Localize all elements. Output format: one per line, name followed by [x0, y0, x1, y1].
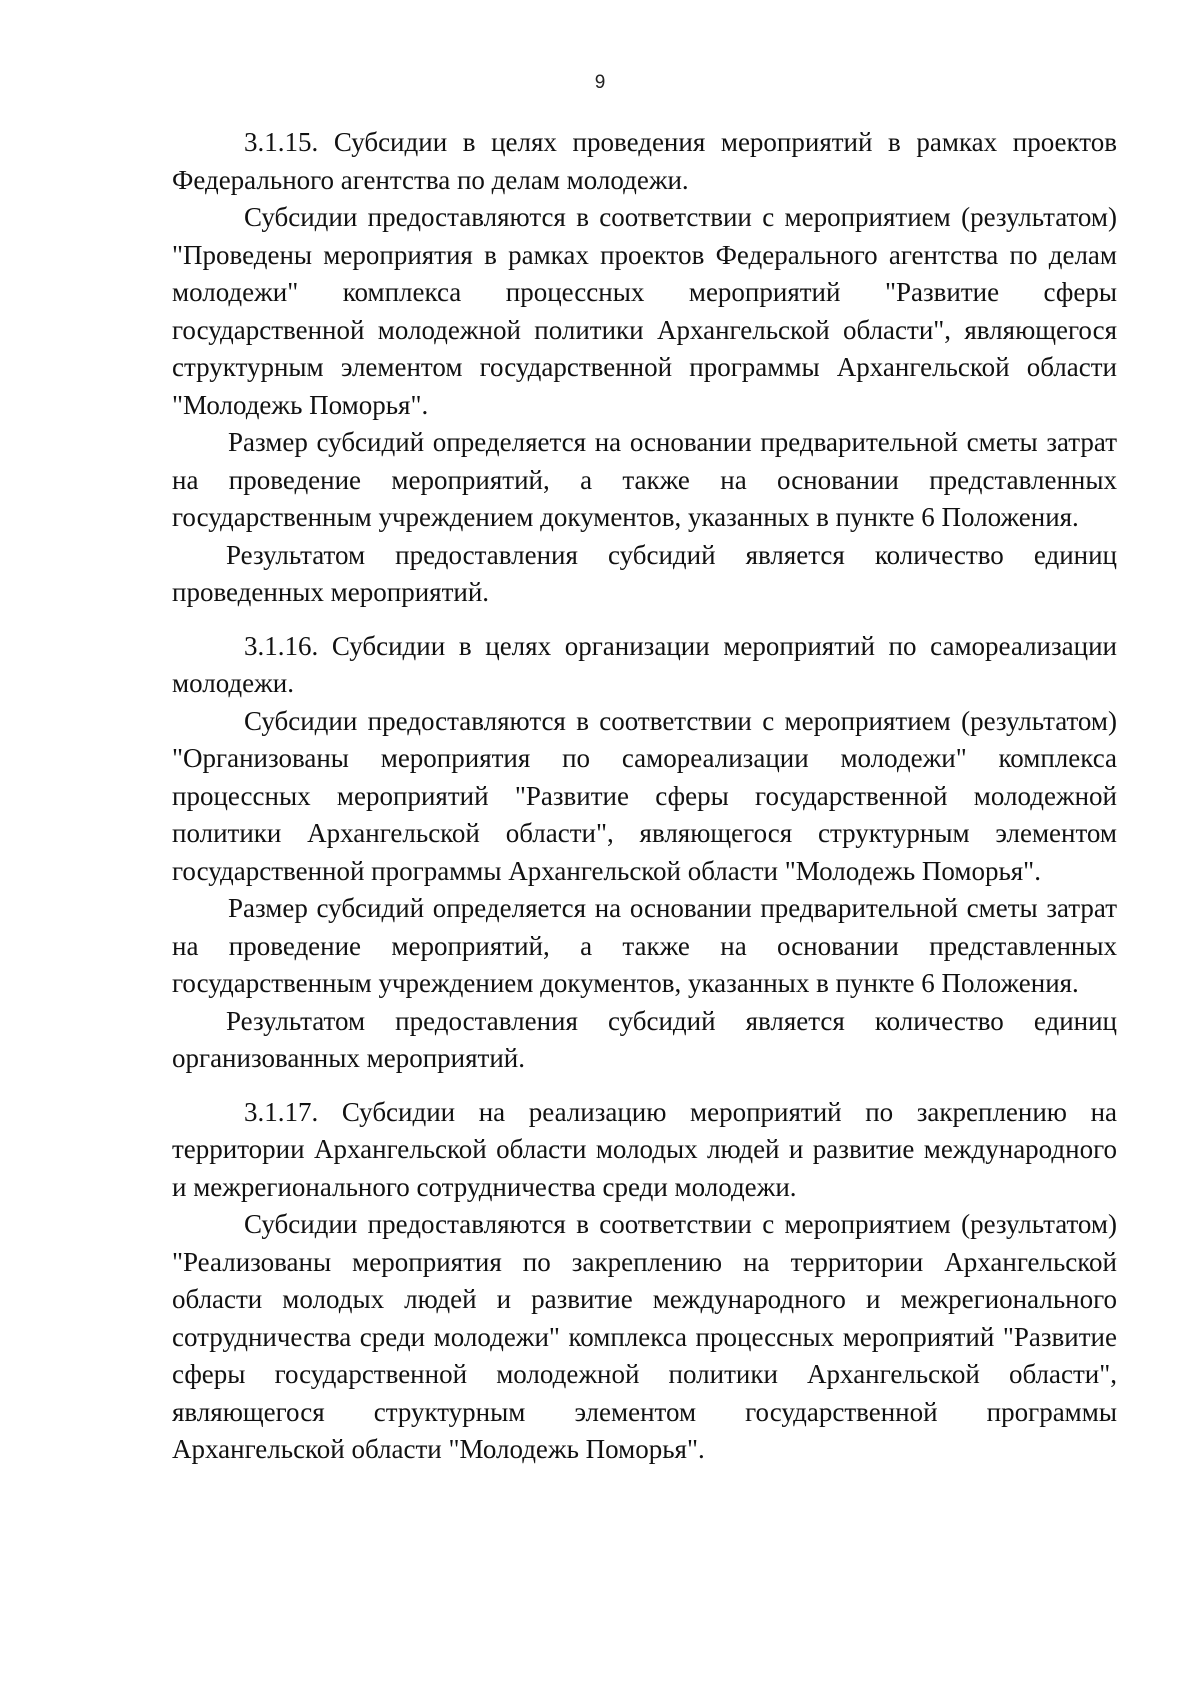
paragraph: Субсидии предоставляются в соответствии с мероприятием (результатом) "Реализованы мероприятия по закреплению на территории Архангельской области молодых людей и развитие международного и межрегионального сотрудничества среди молодежи" комплекса процессных мероприятий "Развитие сферы государственной молодежной политики Архангельской области", являющегося структурным элементом государственной программы Архангельской области "Молодежь Поморья".	[172, 1209, 1117, 1464]
paragraph: Размер субсидий определяется на основании предварительной сметы затрат на проведение мероприятий, а также на основании представленных государственным учреждением документов, указанных в пункте 6 Положения.	[172, 427, 1117, 532]
section-spacer	[172, 1078, 1117, 1094]
section-heading: 3.1.17. Субсидии на реализацию мероприятий по закреплению на территории Архангельской области молодых людей и развитие международного и межрегионального сотрудничества среди молодежи.	[172, 1096, 1117, 1202]
paragraph: Размер субсидий определяется на основании предварительной сметы затрат на проведение мероприятий, а также на основании представленных государственным учреждением документов, указанных в пункте 6 Положения.	[172, 893, 1117, 998]
section-heading: 3.1.16. Субсидии в целях организации мероприятий по самореализации молодежи.	[172, 630, 1117, 698]
page-number: 9	[594, 72, 606, 93]
section-spacer	[172, 612, 1117, 628]
section-heading: 3.1.15. Субсидии в целях проведения мероприятий в рамках проектов Федерального агентства по делам молодежи.	[172, 127, 1117, 195]
section-3-1-15	[172, 124, 1117, 612]
paragraph: Результатом предоставления субсидий является количество единиц проведенных мероприятий.	[172, 539, 1117, 607]
paragraph: Субсидии предоставляются в соответствии с мероприятием (результатом) "Организованы мероприятия по самореализации молодежи" комплекса процессных мероприятий "Развитие сферы государственной молодежной политики Архангельской области", являющегося структурным элементом государственной программы Архангельской области "Молодежь Поморья".	[172, 705, 1117, 886]
section-3-1-17	[172, 1094, 1117, 1469]
document-body	[172, 124, 1117, 1469]
paragraph: Результатом предоставления субсидий является количество единиц организованных мероприятий.	[172, 1005, 1117, 1073]
paragraph: Субсидии предоставляются в соответствии с мероприятием (результатом) "Проведены мероприятия в рамках проектов Федерального агентства по делам молодежи" комплекса процессных мероприятий "Развитие сферы государственной молодежной политики Архангельской области", являющегося структурным элементом государственной программы Архангельской области "Молодежь Поморья".	[172, 202, 1117, 420]
section-3-1-16	[172, 628, 1117, 1078]
